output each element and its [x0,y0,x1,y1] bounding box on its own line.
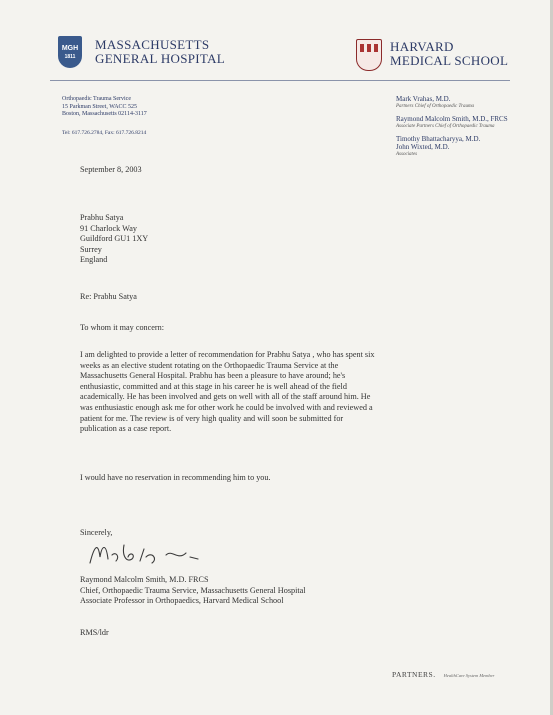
mgh-name: MASSACHUSETTS GENERAL HOSPITAL [95,37,226,66]
staff-title: Associate Partners Chief of Orthopaedic Trauma [396,124,495,129]
staff-name: Timothy Bhattacharyya, M.D. [396,135,481,143]
signer-name: Raymond Malcolm Smith, M.D. FRCS [80,575,209,584]
typist-initials: RMS/ldr [80,628,109,637]
department-block [62,96,147,119]
harvard-shield-logo [356,39,382,71]
staff-name: Mark Vrahas, M.D. [396,95,451,103]
department-phone: Tel: 617.726.2784, Fax: 617.726.8214 [62,130,147,136]
mgh-seal-text: MGH [61,45,79,52]
partners-wordmark: PARTNERS. [392,670,436,679]
header-rule [50,80,510,81]
body-paragraph-1: I am delighted to provide a letter of recommendation for Prabhu Satya , who has spent six weeks as an elective student rotating on the Orthopaedic Trauma Service at the Massachusetts General Hospital. Prabhu has been a pleasure to have around; he's enthusiastic, committed and at this stage in his career he is well ahead of the field academically. He has been involved and gets on well with all of the staff around him. He was enthusiastic enough ask me for other work he could be involved with and reviewed a patient for me. The review is of very high quality and will soon be submitted for publication as a case report. [80,350,375,434]
department-address2: Boston, Massachusetts 02114-3117 [62,111,147,117]
department-name: Orthopaedic Trauma Service [62,96,131,102]
department-address1: 15 Parkman Street, WACC 525 [62,103,138,110]
signer-title: Associate Professor in Orthopaedics, Harvard Medical School [80,596,284,606]
staff-name: John Wixted, M.D. [396,143,450,151]
recipient-address: Prabhu Satya 91 Charlock Way Guildford GU1 1XY Surrey England [80,213,149,265]
mgh-shield-logo [58,36,82,68]
mgh-seal-year: 1811 [64,54,76,60]
staff-title: Partners Chief of Orthopaedic Trauma [396,104,475,109]
subject-line: Re: Prabhu Satya [80,292,137,301]
signer-block [80,575,306,607]
salutation: To whom it may concern: [80,323,165,332]
signature [86,537,216,569]
partners-logo [392,664,494,682]
letter-date: September 8, 2003 [80,165,142,174]
staff-title: Associates [396,152,418,157]
hms-name: HARVARD MEDICAL SCHOOL [390,39,509,68]
body-paragraph-2: I would have no reservation in recommending him to you. [80,473,271,482]
signer-title: Chief, Orthopaedic Trauma Service, Massachusetts General Hospital [80,585,306,595]
partners-tagline: HealthCare System Member [443,673,495,678]
staff-list [396,95,536,158]
staff-name: Raymond Malcolm Smith, M.D., FRCS [396,115,508,123]
closing: Sincerely, [80,528,113,537]
